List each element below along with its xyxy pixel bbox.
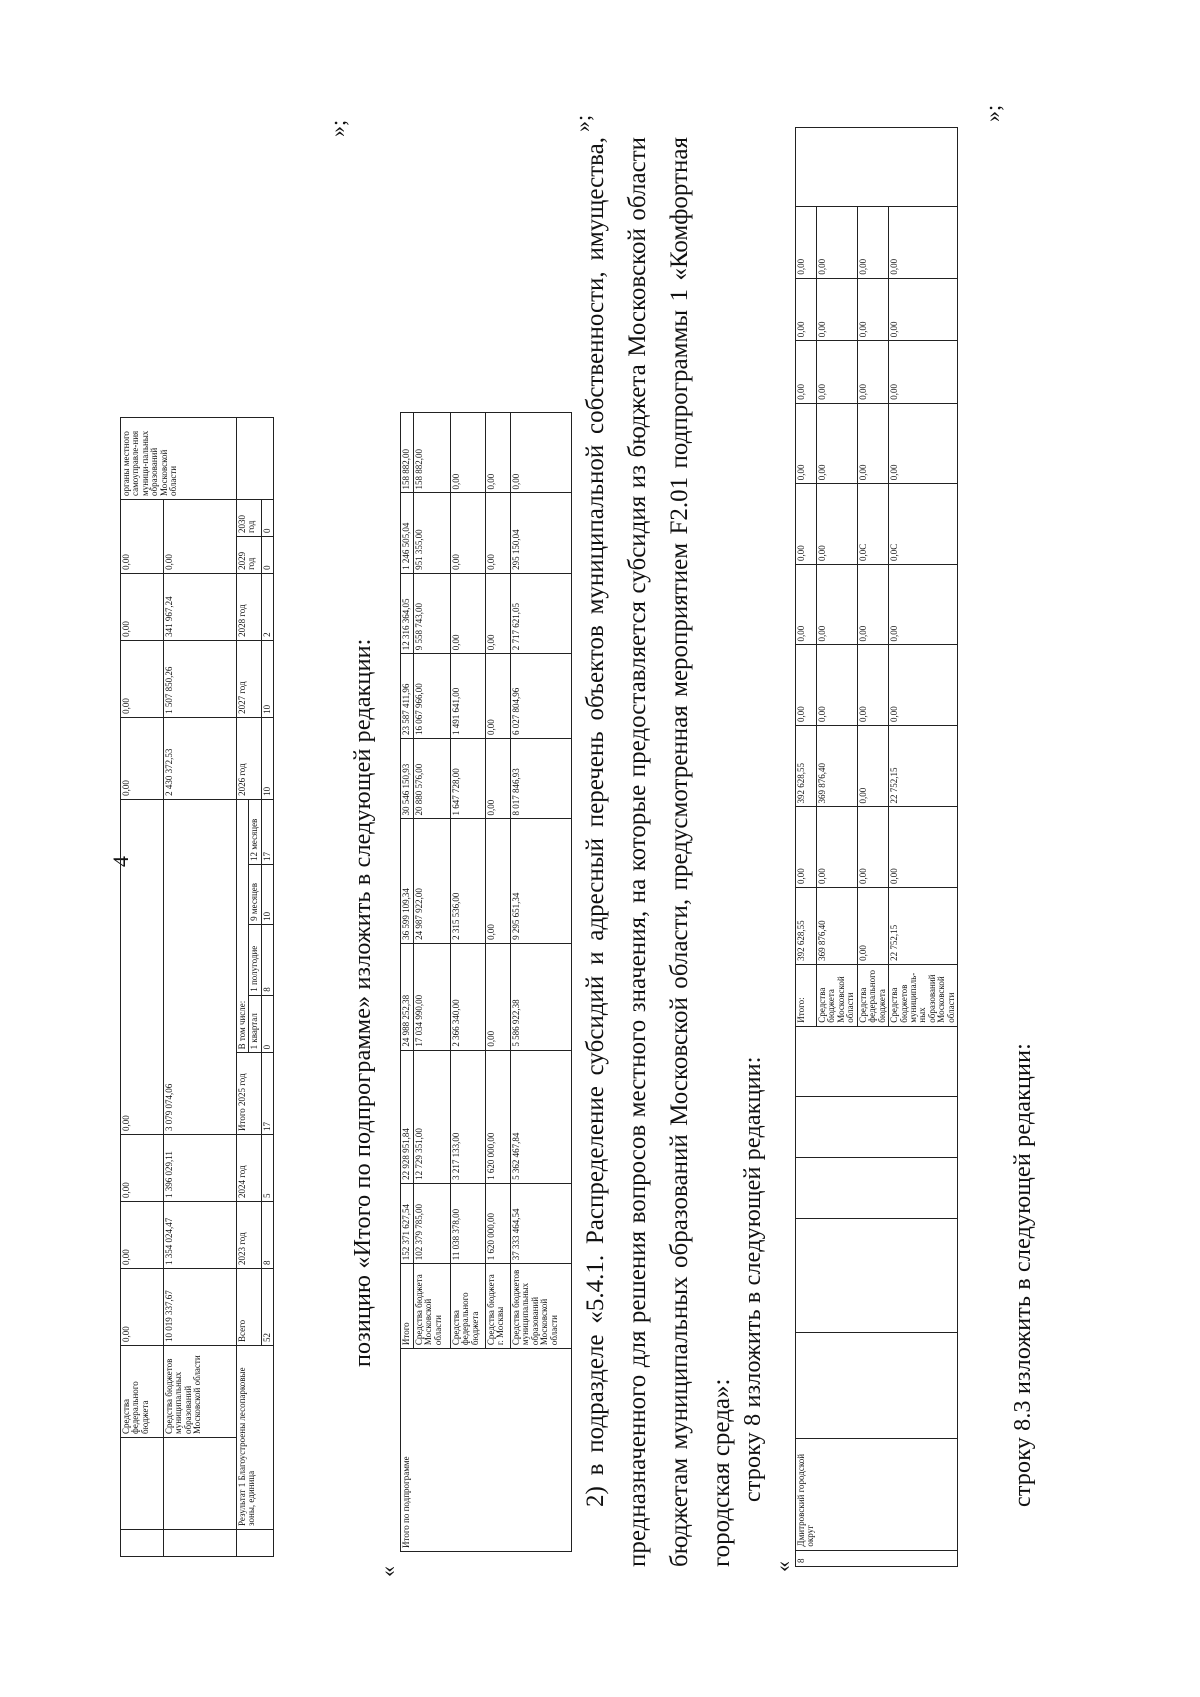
paragraph-row-8-3: строку 8.3 изложить в следующей редакции: <box>1010 1043 1036 1507</box>
table-row-8 <box>795 127 958 1567</box>
table-row: Средства бюджетов муниципальных образований Московской области 10 019 337,67 1 354 024,47 1 396 029,11 3 079 074,06 2 430 372,53 1 507 850,26 341 967,24 0,00 <box>164 418 237 1557</box>
table-row: 8 Дмитровский городской округ Итого: 392 628,55 0,00 392 628,55 0,00 0,00 0,00 0,00 0,00 0,00 0,00 <box>796 128 817 1567</box>
quote-open: « <box>375 1566 400 1577</box>
table-row: Средства бюджетов муниципальных образований Московской области 37 333 464,54 5 362 467,84 5 586 922,38 9 295 651,34 8 017 846,93 6 027 804,96 2 717 621,05 295 150,04 0,00 <box>511 413 572 1552</box>
table-row: Результат 1 Благоустроены лесопарковые зоны, единица Всего 2023 год 2024 год Итого 2025 год В том числе: 2026 год 2027 год 2028 год 2029 год 2030 год <box>237 418 249 1557</box>
quote-close: »; <box>980 104 1005 122</box>
page-number: 4 <box>108 856 133 867</box>
table-row: Средства федерального бюджета 0,00 0,00 0,00 0,00 0,00 0,0С 0,00 0,00 0,00 0,00 <box>857 128 888 1567</box>
paragraph-row-8: строку 8 изложить в следующей редакции: <box>740 1056 766 1502</box>
table-row: Средства бюджета Московской области 369 876,40 0,00 369 876,40 0,00 0,00 0,00 0,00 0,00 0,00 0,00 <box>817 128 858 1567</box>
quote-close: »; <box>570 114 595 132</box>
table-row: Средства федерального бюджета 11 038 378,00 3 217 133,00 2 366 340,00 2 315 536,00 1 647 728,00 1 491 641,00 0,00 0,00 0,00 <box>451 413 486 1552</box>
table-row: Итого по подпрограмме Итого 152 371 627,54 22 928 951,84 24 988 252,38 36 599 109,34 30 546 150,93 23 587 411,96 12 316 364,05 1 246 505,04 158 882,00 <box>401 413 414 1552</box>
table-row: Средства федерального бюджета 0,00 0,00 0,00 0,00 0,00 0,00 0,00 0,00 органы местного самоуправле-ния муници-пальных образований Московской области <box>121 418 164 1557</box>
quote-close: »; <box>325 119 350 137</box>
table-result-1 <box>120 417 274 1557</box>
table-subprogram-total <box>400 412 572 1552</box>
table-row: 52 8 5 17 0 8 10 17 10 10 2 0 0 <box>261 418 273 1557</box>
paragraph-section-541: 2) в подразделе «5.4.1. Распределение субсидий и адресный перечень объектов муниципальной собственности, имущества, предназначенного для решения вопросов местного значения, на которые предоставляется субсидия из бюджета Московской области бюджетам муниципальных образований Московской области, предусмотренная мероприятием F2.01 подпрограммы 1 «Комфортная городская среда»: <box>582 137 735 1567</box>
table-row: 1 квартал 1 полугодие 9 месяцев 12 месяцев <box>249 418 261 1557</box>
table-row: Средства бюджета г. Москвы 1 620 000,00 1 620 000,00 0,00 0,00 0,00 0,00 0,00 0,00 0,00 <box>486 413 511 1552</box>
paragraph-itogo: позицию «Итого по подпрограмме» изложить в следующей редакции: <box>350 638 376 1367</box>
table-row: Средства бюджетов муниципаль-ных образований Московской области 22 752,15 0,00 22 752,15 0,00 0,00 0,0С 0,00 0,00 0,00 0,00 <box>889 128 958 1567</box>
table-row: Средства бюджета Московской области 102 379 785,00 12 729 351,00 17 034 990,00 24 987 922,00 20 880 576,00 16 067 966,00 9 558 743,00 951 355,00 158 882,00 <box>414 413 451 1552</box>
quote-open: « <box>770 1561 795 1572</box>
